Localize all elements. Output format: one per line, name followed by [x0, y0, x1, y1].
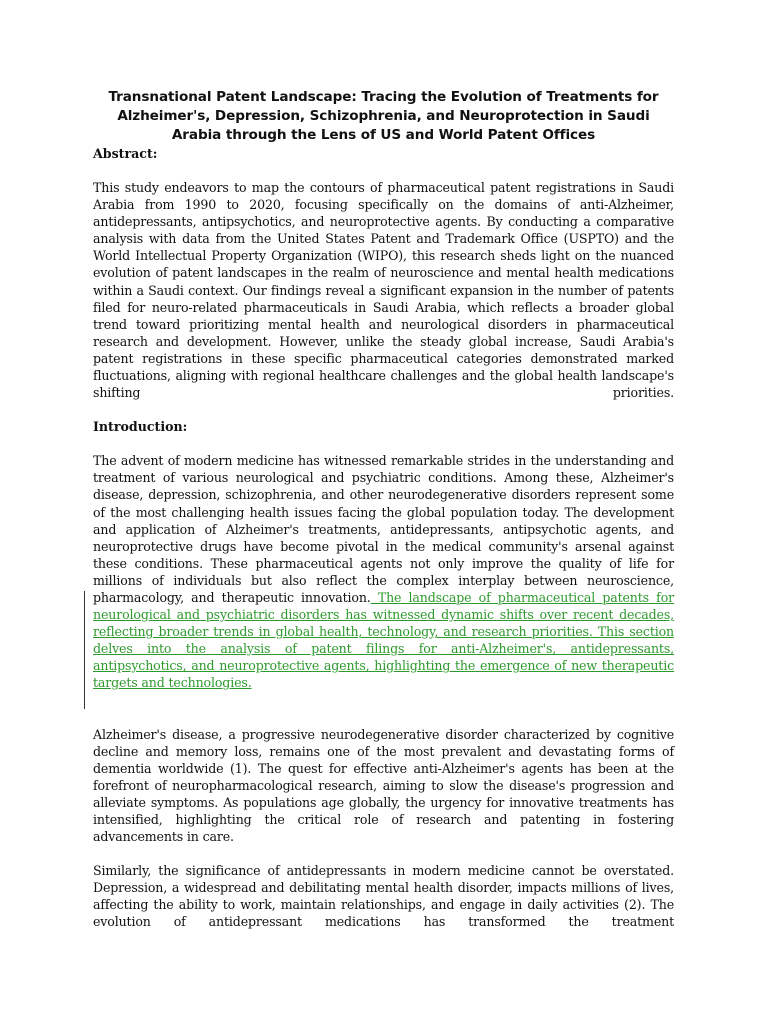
introduction-heading: Introduction:: [93, 419, 188, 435]
empty-line: [93, 692, 674, 709]
empty-line: [93, 709, 674, 726]
document-title: Transnational Patent Landscape: Tracing the Evolution of Treatments for Alzheimer's, Depression, Schizophrenia, and Neuroprotection in Saudi Arabia through the Lens of US and World Patent Offices: [108, 89, 659, 143]
tracked-change-bar: [84, 591, 85, 709]
intro-paragraph-2: Alzheimer's disease, a progressive neurodegenerative disorder characterized by cognitive decline and memory loss, remains one of the most prevalent and devastating forms of dementia worldwide (1). The quest for effective anti-Alzheimer's agents has been at the forefront of neuropharmacological research, aiming to slow the disease's progression and alleviate symptoms. As populations age globally, the urgency for innovative treatments has intensified, highlighting the critical role of research and patenting in fostering advancements in care.: [93, 726, 674, 845]
abstract-paragraph: This study endeavors to map the contours of pharmaceutical patent registrations in Saudi Arabia from 1990 to 2020, focusing specifically on the domains of anti-Alzheimer, antidepressants, antipsychotics, and neuroprotective agents. By conducting a comparative analysis with data from the United States Patent and Trademark Office (USPTO) and the World Intellectual Property Organization (WIPO), this research sheds light on the nuanced evolution of patent landscapes in the realm of neuroscience and mental health medications within a Saudi context. Our findings reveal a significant expansion in the number of patents filed for neuro-related pharmaceuticals in Saudi Arabia, which reflects a broader global trend toward prioritizing mental health and neurological disorders in pharmaceutical research and development. However, unlike the steady global increase, Saudi Arabia's patent registrations in these specific pharmaceutical categories demonstrated marked fluctuations, aligning with regional healthcare challenges and the global health landscape's shifting priorities.: [93, 180, 674, 401]
intro-paragraph-1-text: The advent of modern medicine has witnessed remarkable strides in the understanding and treatment of various neurological and psychiatric conditions. Among these, Alzheimer's disease, depression, schizophrenia, and other neurodegenerative disorders represent some of the most challenging health issues facing the global population today. The development and application of Alzheimer's treatments, antidepressants, antipsychotic agents, and neuroprotective drugs have become pivotal in the medical community's arsenal against these conditions. These pharmaceutical agents not only improve the quality of life for millions of individuals but also reflect the complex interplay between neuroscience, pharmacology, and therapeutic innovation.: [93, 453, 674, 605]
abstract-heading: Abstract:: [93, 146, 158, 161]
intro-paragraph-3: Similarly, the significance of antidepressants in modern medicine cannot be overstated. Depression, a widespread and debilitating mental health disorder, impacts millions of lives, affecting the ability to work, maintain relationships, and engage in daily activities (2). The evolution of antidepressant medications has transformed the treatment: [93, 863, 674, 930]
intro-paragraph-1: [93, 452, 674, 691]
document-page: [93, 88, 674, 948]
tracked-insertion: The landscape of pharmaceutical patents for neurological and psychiatric disorders has witnessed dynamic shifts over recent decades, reflecting broader trends in global health, technology, and research priorities. This section delves into the analysis of patent filings for anti-Alzheimer's, antidepressants, antipsychotics, and neuroprotective agents, highlighting the emergence of new therapeutic targets and technologies.: [93, 589, 674, 691]
